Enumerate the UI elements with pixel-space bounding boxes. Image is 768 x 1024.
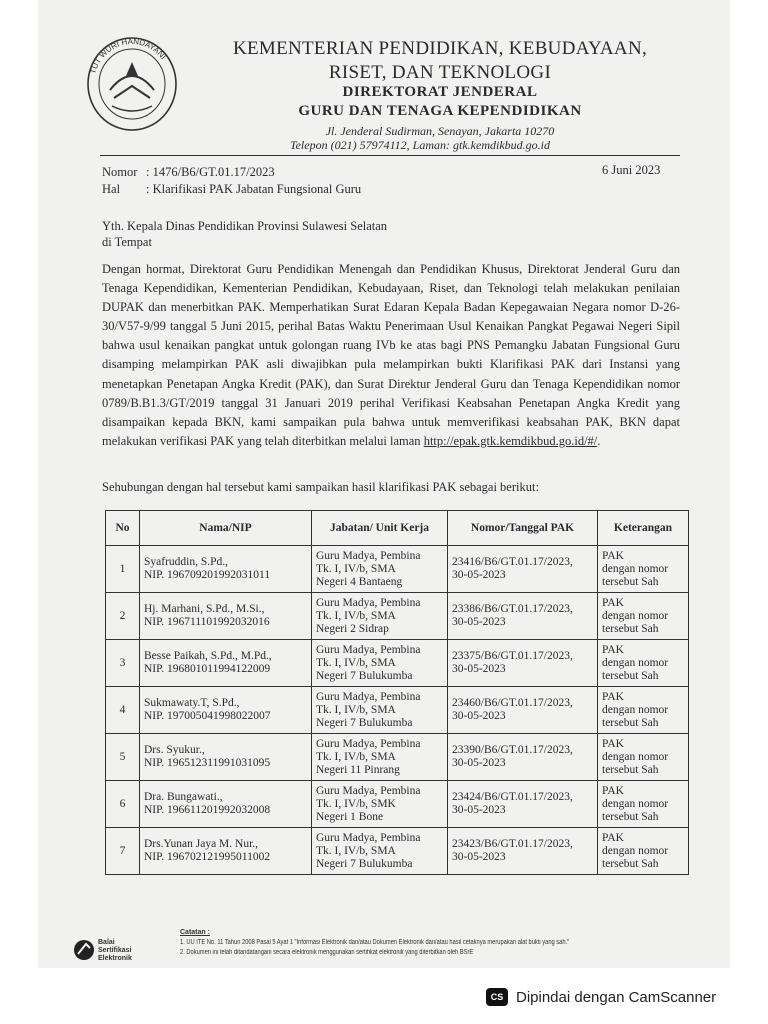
cell-jabatan-jab2: Tk. I, IV/b, SMK	[316, 797, 396, 810]
header-unit: GURU DAN TENAGA KEPENDIDIKAN	[298, 103, 582, 119]
cell-keterangan-ket2: dengan nomor	[602, 562, 669, 575]
cell-nama-nip-nip: NIP. 196702121995011002	[144, 851, 271, 863]
cell-nama-nip-nip: NIP. 196801011994122009	[144, 663, 271, 675]
cell-keterangan	[598, 687, 689, 734]
cell-jabatan-jab3: Negeri 7 Bulukumba	[316, 716, 413, 729]
cell-nama-nip-nama: Drs.Yunan Jaya M. Nur.,	[144, 838, 259, 850]
cell-nomor-tanggal	[448, 593, 598, 640]
cell-jabatan-jab2: Tk. I, IV/b, SMA	[316, 844, 396, 857]
cell-jabatan-jab2: Tk. I, IV/b, SMA	[316, 750, 396, 763]
table-row	[106, 781, 689, 828]
cell-no-no: 7	[119, 844, 126, 857]
camscanner-icon: CS	[486, 988, 508, 1006]
tut-wuri-handayani-logo	[64, 32, 200, 136]
cell-jabatan-jab3: Negeri 4 Bantaeng	[316, 575, 403, 588]
cell-nama-nip-nip: NIP. 196512311991031095	[144, 757, 271, 769]
cell-keterangan-ket2: dengan nomor	[602, 656, 669, 669]
th-nomor: Nomor/Tanggal PAK	[448, 511, 598, 546]
cell-jabatan	[312, 593, 448, 640]
hal-value: : Klarifikasi PAK Jabatan Fungsional Guru	[146, 182, 362, 196]
cell-jabatan-jab1: Guru Madya, Pembina	[316, 831, 421, 844]
footer-catatan: Catatan :	[180, 929, 210, 936]
cell-nomor-tanggal-tanggal: 30-05-2023	[452, 851, 506, 863]
cell-no	[106, 734, 140, 781]
cell-keterangan-ket3: tersebut Sah	[602, 857, 659, 870]
cell-nomor-tanggal-nomor: 23416/B6/GT.01.17/2023,	[452, 556, 573, 568]
header-divider	[100, 155, 680, 156]
cell-nama-nip-nama: Syafruddin, S.Pd.,	[144, 556, 229, 568]
header-directorate: DIREKTORAT JENDERAL	[342, 84, 538, 100]
table-row	[106, 828, 689, 875]
cell-nomor-tanggal-nomor: 23460/B6/GT.01.17/2023,	[452, 697, 573, 709]
cell-nomor-tanggal-tanggal: 30-05-2023	[452, 757, 506, 769]
cell-no	[106, 828, 140, 875]
cell-jabatan-jab2: Tk. I, IV/b, SMA	[316, 703, 396, 716]
cell-nama-nip	[140, 593, 312, 640]
table-row	[106, 593, 689, 640]
cell-nama-nip-nip: NIP. 196711101992032016	[144, 616, 270, 628]
cell-nomor-tanggal	[448, 828, 598, 875]
nomor-label: Nomor	[102, 165, 138, 179]
cell-keterangan	[598, 828, 689, 875]
table-row	[106, 640, 689, 687]
cell-jabatan-jab3: Negeri 2 Sidrap	[316, 622, 389, 635]
cell-no-no: 4	[119, 703, 126, 716]
header-address: Jl. Jenderal Sudirman, Senayan, Jakarta 10270	[325, 124, 555, 138]
body-paragraph2: Sehubungan dengan hal tersebut kami sampaikan hasil klarifikasi PAK sebagai berikut:	[102, 480, 539, 494]
cell-nama-nip-nip: NIP. 196709201992031011	[144, 569, 271, 581]
cell-jabatan-jab2: Tk. I, IV/b, SMA	[316, 656, 396, 669]
header-contact: Telepon (021) 57974112, Laman: gtk.kemdikbud.go.id	[290, 138, 550, 152]
cell-nama-nip	[140, 781, 312, 828]
footer-note2: 2. Dokumen ini telah ditandatangani secara elektronik menggunakan sertifikat elektronik yang diterbitkan oleh BSrE	[180, 949, 474, 956]
cell-no	[106, 593, 140, 640]
cell-keterangan-ket2: dengan nomor	[602, 609, 669, 622]
cell-keterangan	[598, 781, 689, 828]
table-row	[106, 734, 689, 781]
nomor-value: : 1476/B6/GT.01.17/2023	[146, 165, 275, 179]
cell-nomor-tanggal-nomor: 23375/B6/GT.01.17/2023,	[452, 650, 573, 662]
klarifikasi-table	[105, 510, 689, 875]
cell-jabatan-jab3: Negeri 7 Bulukumba	[316, 857, 413, 870]
header-ministry-line2: RISET, DAN TEKNOLOGI	[328, 62, 552, 83]
cell-keterangan-ket3: tersebut Sah	[602, 716, 659, 729]
cell-no	[106, 546, 140, 593]
cell-no	[106, 687, 140, 734]
cell-nomor-tanggal-tanggal: 30-05-2023	[452, 616, 506, 628]
bsre-line2: Sertifikasi	[98, 947, 132, 954]
cell-jabatan-jab3: Negeri 7 Bulukumba	[316, 669, 413, 682]
cell-nomor-tanggal	[448, 640, 598, 687]
cell-jabatan	[312, 781, 448, 828]
cell-keterangan-ket1: PAK	[602, 690, 624, 703]
table-row	[106, 546, 689, 593]
cell-keterangan-ket1: PAK	[602, 831, 624, 844]
cell-jabatan	[312, 734, 448, 781]
recipient-line2: di Tempat	[102, 235, 152, 249]
cell-nama-nip-nip: NIP. 196611201992032008	[144, 804, 271, 816]
cell-nomor-tanggal-nomor: 23390/B6/GT.01.17/2023,	[452, 744, 573, 756]
cell-jabatan	[312, 828, 448, 875]
cell-no	[106, 781, 140, 828]
cell-no-no: 1	[119, 562, 126, 575]
logo-motto: TUT WURI HANDAYANI	[88, 36, 168, 75]
cell-keterangan-ket2: dengan nomor	[602, 750, 669, 763]
cell-nomor-tanggal-tanggal: 30-05-2023	[452, 663, 506, 675]
cell-nama-nip-nip: NIP. 197005041998022007	[144, 710, 271, 722]
cell-no-no: 5	[119, 750, 126, 763]
cell-keterangan-ket1: PAK	[602, 784, 624, 797]
cell-no-no: 6	[119, 797, 126, 810]
cell-keterangan-ket1: PAK	[602, 549, 624, 562]
table-row	[106, 687, 689, 734]
cell-nomor-tanggal-tanggal: 30-05-2023	[452, 569, 506, 581]
cell-keterangan-ket3: tersebut Sah	[602, 763, 659, 776]
cell-no-no: 3	[119, 656, 126, 669]
cell-nama-nip	[140, 734, 312, 781]
th-no: No	[106, 511, 140, 546]
cell-nama-nip	[140, 546, 312, 593]
hal-label: Hal	[102, 182, 121, 196]
svg-text:TUT WURI HANDAYANI	[88, 37, 167, 75]
cell-nomor-tanggal	[448, 734, 598, 781]
cell-nomor-tanggal-nomor: 23423/B6/GT.01.17/2023,	[452, 838, 573, 850]
cell-nama-nip-nama: Sukmawaty.T, S.Pd.,	[144, 697, 240, 709]
epak-link[interactable]: http://epak.gtk.kemdikbud.go.id/#/	[423, 433, 598, 448]
cell-nomor-tanggal-tanggal: 30-05-2023	[452, 804, 506, 816]
cell-nama-nip-nama: Besse Paikah, S.Pd., M.Pd.,	[144, 650, 272, 662]
letter-date: 6 Juni 2023	[602, 163, 661, 177]
recipient-line1: Yth. Kepala Dinas Pendidikan Provinsi Sulawesi Selatan	[102, 219, 388, 233]
cell-nomor-tanggal-nomor: 23386/B6/GT.01.17/2023,	[452, 603, 573, 615]
cell-nama-nip	[140, 640, 312, 687]
footer-notes	[180, 928, 655, 958]
cell-keterangan-ket2: dengan nomor	[602, 703, 669, 716]
cell-keterangan-ket3: tersebut Sah	[602, 669, 659, 682]
cell-nomor-tanggal	[448, 687, 598, 734]
cell-keterangan-ket1: PAK	[602, 643, 624, 656]
bsre-line3: Elektronik	[98, 955, 132, 962]
cell-no	[106, 640, 140, 687]
cell-jabatan-jab3: Negeri 1 Bone	[316, 810, 384, 823]
bsre-logo	[72, 934, 172, 966]
cell-jabatan-jab1: Guru Madya, Pembina	[316, 690, 421, 703]
cell-keterangan-ket3: tersebut Sah	[602, 810, 659, 823]
cell-jabatan-jab1: Guru Madya, Pembina	[316, 784, 421, 797]
th-keterangan: Keterangan	[598, 511, 689, 546]
cell-no-no: 2	[119, 609, 126, 622]
footer-note1: 1. UU ITE No. 11 Tahun 2008 Pasal 5 Ayat 1 "Informasi Elektronik dan/atau Dokumen Elektronik dan/atau hasil cetaknya merupakan alat bukti yang sah."	[180, 939, 570, 946]
cell-jabatan-jab1: Guru Madya, Pembina	[316, 643, 421, 656]
cell-keterangan-ket2: dengan nomor	[602, 797, 669, 810]
cell-nama-nip	[140, 687, 312, 734]
camscanner-watermark	[486, 986, 716, 1008]
cell-jabatan-jab1: Guru Madya, Pembina	[316, 549, 421, 562]
table-header-row	[106, 511, 689, 546]
cell-keterangan	[598, 734, 689, 781]
cell-jabatan	[312, 546, 448, 593]
cell-jabatan-jab2: Tk. I, IV/b, SMA	[316, 609, 396, 622]
cell-jabatan	[312, 687, 448, 734]
cell-keterangan-ket3: tersebut Sah	[602, 622, 659, 635]
bsre-line1: Balai	[98, 939, 115, 946]
cell-jabatan	[312, 640, 448, 687]
cell-jabatan-jab3: Negeri 11 Pinrang	[316, 763, 400, 776]
th-jabatan: Jabatan/ Unit Kerja	[312, 511, 448, 546]
cell-nomor-tanggal	[448, 781, 598, 828]
cell-keterangan-ket2: dengan nomor	[602, 844, 669, 857]
cell-nama-nip	[140, 828, 312, 875]
camscanner-label: Dipindai dengan CamScanner	[516, 988, 717, 1006]
cell-keterangan	[598, 640, 689, 687]
cell-jabatan-jab2: Tk. I, IV/b, SMA	[316, 562, 396, 575]
cell-keterangan	[598, 593, 689, 640]
body-paragraph1	[102, 260, 680, 451]
body-paragraph1-end: .	[597, 433, 601, 448]
cell-jabatan-jab1: Guru Madya, Pembina	[316, 596, 421, 609]
th-nama: Nama/NIP	[140, 511, 312, 546]
cell-nomor-tanggal-tanggal: 30-05-2023	[452, 710, 506, 722]
cell-keterangan-ket3: tersebut Sah	[602, 575, 659, 588]
header-ministry-line1: KEMENTERIAN PENDIDIKAN, KEBUDAYAAN,	[232, 38, 648, 59]
cell-keterangan-ket1: PAK	[602, 737, 624, 750]
cell-jabatan-jab1: Guru Madya, Pembina	[316, 737, 421, 750]
cell-nama-nip-nama: Hj. Marhani, S.Pd., M.Si.,	[144, 603, 265, 615]
cell-keterangan	[598, 546, 689, 593]
cell-nomor-tanggal-nomor: 23424/B6/GT.01.17/2023,	[452, 791, 573, 803]
cell-keterangan-ket1: PAK	[602, 596, 624, 609]
cell-nama-nip-nama: Drs. Syukur.,	[144, 744, 205, 756]
body-paragraph1-text: Dengan hormat, Direktorat Guru Pendidikan Menengah dan Pendidikan Khusus, Direktorat Jenderal Guru dan Tenaga Kependidikan, Kementerian Pendidikan, Kebudayaan, Riset, dan Teknologi telah melakukan penilaian DUPAK dan menerbitkan PAK. Memperhatikan Surat Edaran Kepala Badan Kepegawaian Negara nomor D-26-30/V57-9/99 tanggal 5 Juni 2015, perihal Batas Waktu Penerimaan Usul Kenaikan Pangkat Pegawai Negeri Sipil bahwa usul kenaikan pangkat untuk golongan ruang IVb ke atas bagi PNS Pemangku Jabatan Fungsional Guru disamping melampirkan PAK asli diwajibkan pula melampirkan bukti Klarifikasi PAK dari Instansi yang menetapkan Penetapan Angka Kredit (PAK), dan Surat Direktur Jenderal Guru dan Tenaga Kependidikan nomor 0789/B.B1.3/GT/2019 tanggal 31 Januari 2019 perihal Verifikasi Keabsahan Penetapan Angka Kredit yang disampaikan kepada BKN, kami sampaikan pula bahwa untuk memverifikasi keabsahan PAK, BKN dapat melakukan verifikasi PAK yang telah diterbitkan melalui laman	[102, 262, 680, 448]
cell-nama-nip-nama: Dra. Bungawati.,	[144, 791, 223, 803]
cell-nomor-tanggal	[448, 546, 598, 593]
